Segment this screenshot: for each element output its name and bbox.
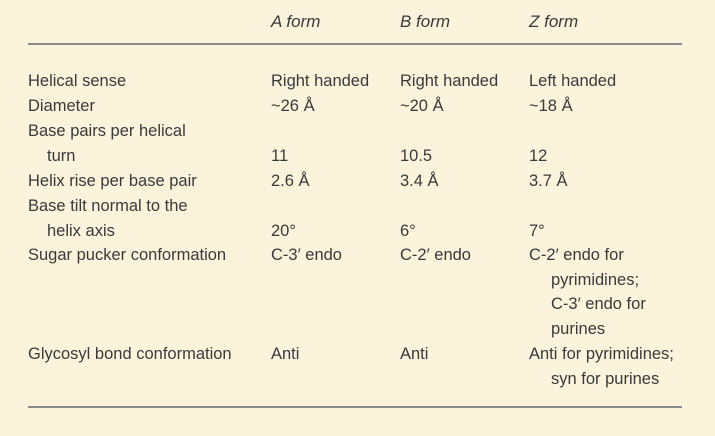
z-sugar-pucker-line3: C-3′ endo for xyxy=(551,295,646,313)
b-sugar-pucker: C-2′ endo xyxy=(400,246,471,264)
b-base-pairs: 10.5 xyxy=(400,147,433,165)
top-rule xyxy=(28,43,682,45)
z-base-pairs: 12 xyxy=(529,147,548,165)
b-helix-rise: 3.4 Å xyxy=(400,172,439,190)
b-base-tilt: 6° xyxy=(400,222,416,240)
row-label-diameter: Diameter xyxy=(28,97,95,115)
z-sugar-pucker-line2: pyrimidines; xyxy=(551,271,640,289)
row-label-helix-rise: Helix rise per base pair xyxy=(28,172,197,190)
row-label-glycosyl-bond: Glycosyl bond conformation xyxy=(28,345,232,363)
bottom-rule xyxy=(28,406,682,408)
row-label-base-pairs-line1: Base pairs per helical xyxy=(28,122,186,140)
row-label-base-tilt-line1: Base tilt normal to the xyxy=(28,197,188,215)
row-label-base-pairs-line2: turn xyxy=(47,147,76,165)
z-glycosyl-bond-line2: syn for purines xyxy=(551,370,660,388)
a-base-pairs: 11 xyxy=(271,147,289,165)
a-diameter: ~26 Å xyxy=(271,97,315,115)
row-label-helical-sense: Helical sense xyxy=(28,72,127,90)
b-glycosyl-bond: Anti xyxy=(400,345,429,363)
z-glycosyl-bond-line1: Anti for pyrimidines; xyxy=(529,345,674,363)
z-sugar-pucker-line1: C-2′ endo for xyxy=(529,246,624,264)
column-header-z-form: Z form xyxy=(529,12,579,31)
z-base-tilt: 7° xyxy=(529,222,545,240)
b-diameter: ~20 Å xyxy=(400,97,444,115)
a-sugar-pucker: C-3′ endo xyxy=(271,246,342,264)
z-diameter: ~18 Å xyxy=(529,97,573,115)
column-header-a-form: A form xyxy=(271,12,321,31)
row-label-sugar-pucker: Sugar pucker conformation xyxy=(28,246,227,264)
b-helical-sense: Right handed xyxy=(400,72,499,90)
z-helical-sense: Left handed xyxy=(529,72,617,90)
a-helical-sense: Right handed xyxy=(271,72,370,90)
row-label-base-tilt-line2: helix axis xyxy=(47,222,115,240)
a-base-tilt: 20° xyxy=(271,222,296,240)
a-helix-rise: 2.6 Å xyxy=(271,172,310,190)
z-sugar-pucker-line4: purines xyxy=(551,320,606,338)
column-header-b-form: B form xyxy=(400,12,451,31)
z-helix-rise: 3.7 Å xyxy=(529,172,568,190)
a-glycosyl-bond: Anti xyxy=(271,345,300,363)
